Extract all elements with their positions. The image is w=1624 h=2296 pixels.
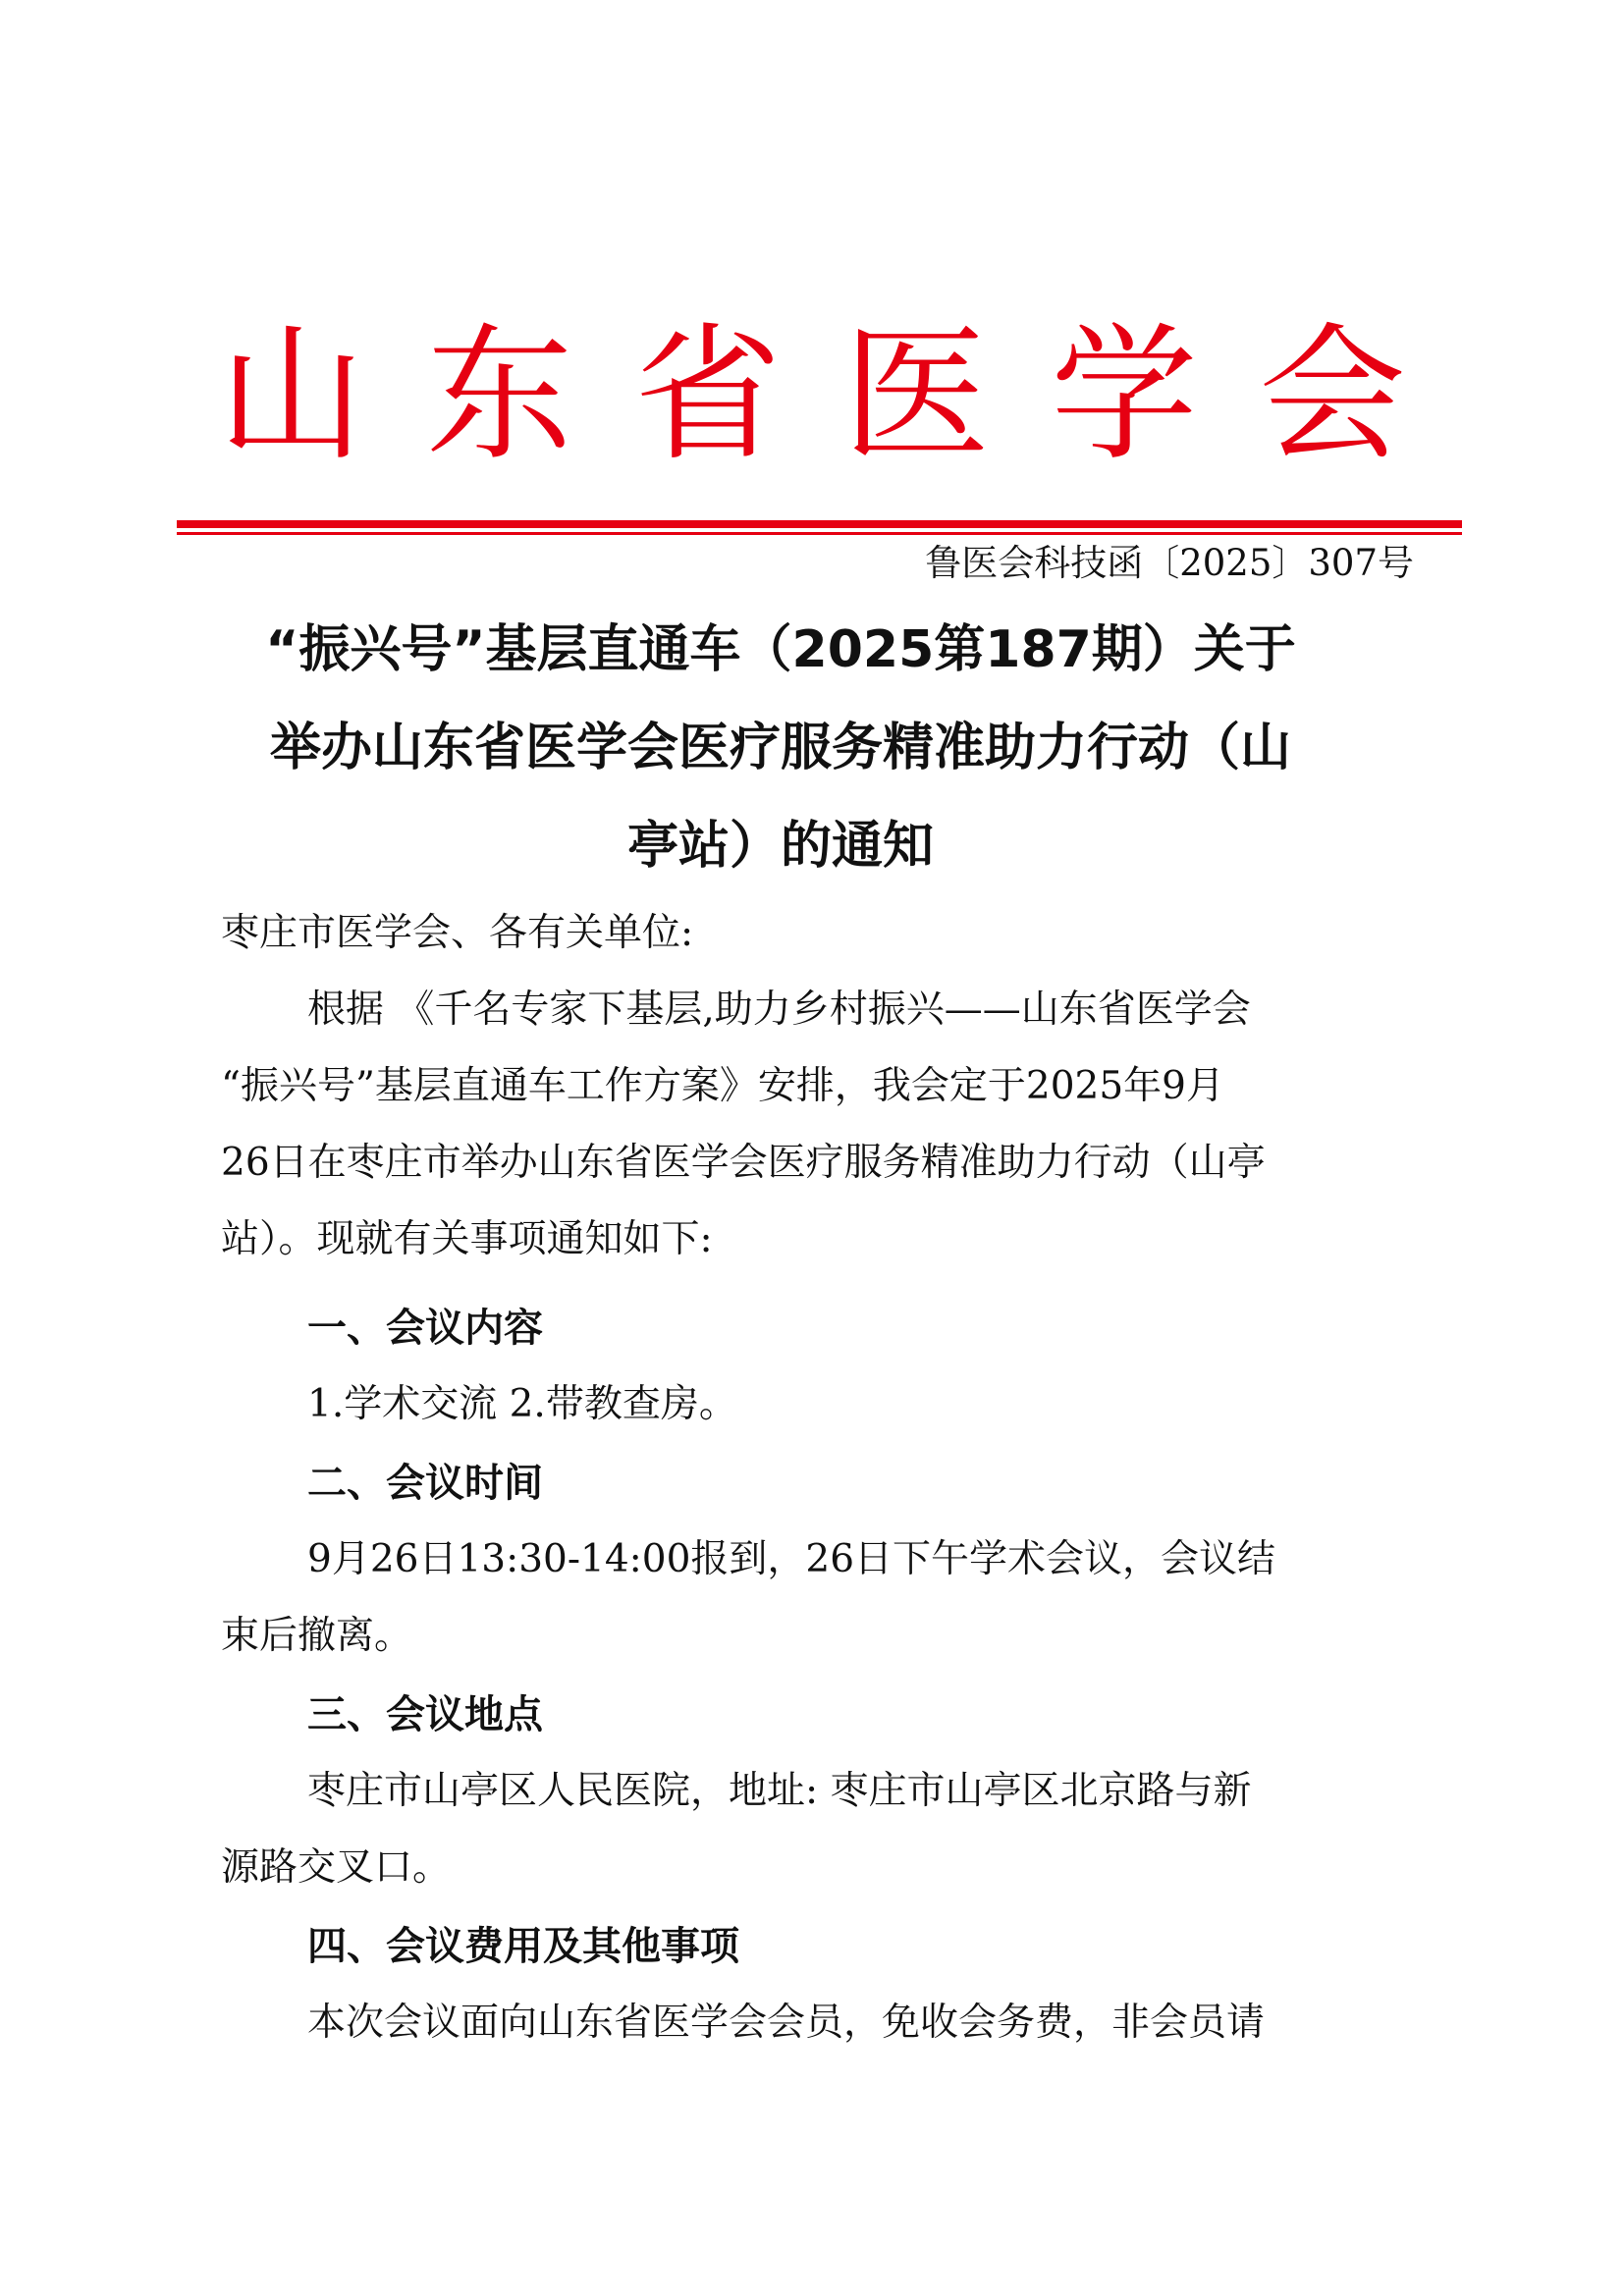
section-text: 本次会议面向山东省医学会会员，免收会务费，非会员请 <box>307 2001 1266 2045</box>
intro-line: 26日在枣庄市举办山东省医学会医疗服务精准助力行动（山亭 <box>221 1141 1266 1185</box>
document-number: 鲁医会科技函〔2025〕307号 <box>925 542 1414 584</box>
section-text: 束后撤离。 <box>221 1614 413 1658</box>
section-heading: 四、会议费用及其他事项 <box>307 1924 739 1969</box>
letterhead-red-rule-thin <box>177 532 1462 535</box>
title-line: 举办山东省医学会医疗服务精准助力行动（山 <box>269 719 1291 777</box>
section-text: 源路交叉口。 <box>221 1845 452 1890</box>
letterhead-red-rule <box>177 520 1462 528</box>
section-text: 9月26日13:30-14:00报到，26日下午学术会议，会议结 <box>307 1537 1276 1581</box>
intro-line: 站）。现就有关事项通知如下: <box>221 1217 713 1261</box>
section-text: 枣庄市山亭区人民医院，地址: 枣庄市山亭区北京路与新 <box>307 1769 1252 1813</box>
section-text: 1.学术交流 2.带教查房。 <box>307 1382 737 1426</box>
document-title <box>147 601 1414 895</box>
salutation: 枣庄市医学会、各有关单位: <box>221 911 694 955</box>
section-heading: 三、会议地点 <box>307 1692 543 1737</box>
intro-line: “振兴号”基层直通车工作方案》安排，我会定于2025年9月 <box>221 1064 1224 1108</box>
letterhead-org-name: 山东省医学会 <box>217 310 1467 481</box>
section-heading: 一、会议内容 <box>307 1306 543 1351</box>
intro-line: 根据 《千名专家下基层,助力乡村振兴——山东省医学会 <box>307 988 1251 1032</box>
title-line: 亭站）的通知 <box>626 817 934 876</box>
title-line: “振兴号”基层直通车（2025第187期）关于 <box>265 620 1296 679</box>
section-heading: 二、会议时间 <box>307 1461 543 1506</box>
